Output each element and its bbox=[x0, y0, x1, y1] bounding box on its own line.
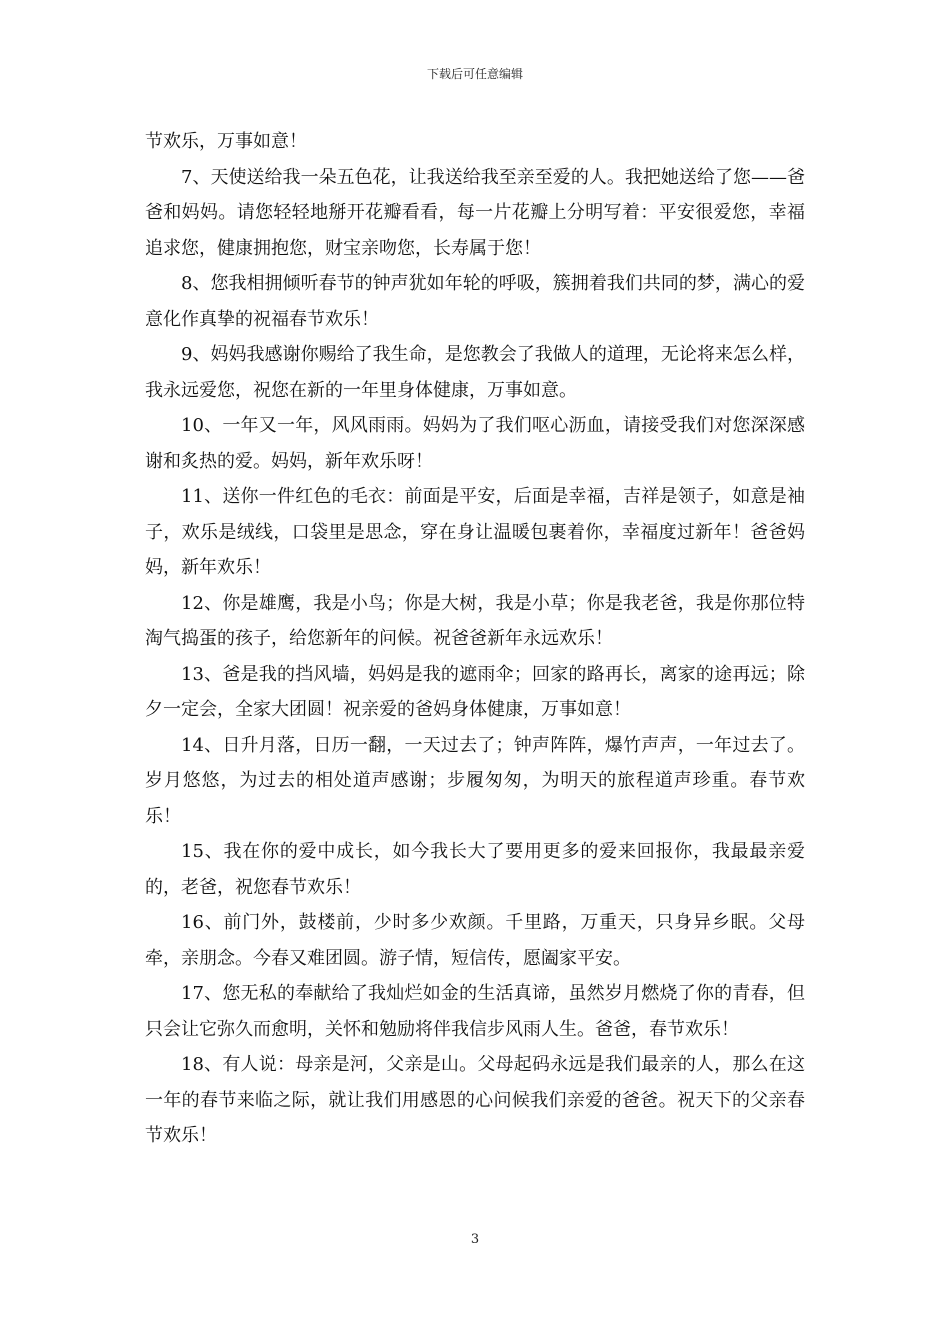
paragraph-item-7: 7、天使送给我一朵五色花，让我送给我至亲至爱的人。我把她送给了您——爸爸和妈妈。请您轻轻地掰开花瓣看看，每一片花瓣上分明写着：平安很爱您，幸福追求您，健康拥抱您，财宝亲吻您，长寿属于您！ bbox=[145, 166, 805, 259]
paragraph-item-15: 15、我在你的爱中成长，如今我长大了要用更多的爱来回报你，我最最亲爱的，老爸，祝您春节欢乐！ bbox=[145, 841, 805, 898]
paragraph-item-17: 17、您无私的奉献给了我灿烂如金的生活真谛，虽然岁月燃烧了你的青春，但只会让它弥久而愈明，关怀和勉励将伴我信步风雨人生。爸爸，春节欢乐！ bbox=[145, 983, 805, 1040]
paragraph-item-12: 12、你是雄鹰，我是小鸟；你是大树，我是小草；你是我老爸，我是你那位特淘气捣蛋的孩子，给您新年的问候。祝爸爸新年永远欢乐！ bbox=[145, 592, 805, 649]
page-number: 3 bbox=[470, 1232, 480, 1247]
paragraph-item-18: 18、有人说：母亲是河，父亲是山。父母起码永远是我们最亲的人，那么在这一年的春节来临之际，就让我们用感恩的心问候我们亲爱的爸爸。祝天下的父亲春节欢乐！ bbox=[145, 1054, 805, 1146]
document-body bbox=[145, 124, 805, 1154]
paragraph-item-10: 10、一年又一年，风风雨雨。妈妈为了我们呕心沥血，请接受我们对您深深感谢和炙热的爱。妈妈，新年欢乐呀！ bbox=[145, 415, 805, 472]
paragraph-item-8: 8、您我相拥倾听春节的钟声犹如年轮的呼吸，簇拥着我们共同的梦，满心的爱意化作真挚的祝福春节欢乐！ bbox=[145, 273, 805, 330]
paragraph-item-13: 13、爸是我的挡风墙，妈妈是我的遮雨伞；回家的路再长，离家的途再远；除夕一定会，全家大团圆！祝亲爱的爸妈身体健康，万事如意！ bbox=[145, 663, 805, 720]
paragraph-item-9: 9、妈妈我感谢你赐给了我生命，是您教会了我做人的道理，无论将来怎么样，我永远爱您，祝您在新的一年里身体健康，万事如意。 bbox=[145, 344, 805, 401]
page-header: 下载后可任意编辑 bbox=[426, 67, 523, 81]
paragraph-item-14: 14、日升月落，日历一翻，一天过去了；钟声阵阵，爆竹声声，一年过去了。岁月悠悠，为过去的相处道声感谢；步履匆匆，为明天的旅程道声珍重。春节欢乐！ bbox=[145, 734, 805, 827]
paragraph-item-16: 16、前门外，鼓楼前，少时多少欢颜。千里路，万重天，只身异乡眠。父母牵，亲朋念。今春又难团圆。游子情，短信传，愿阖家平安。 bbox=[145, 912, 805, 969]
paragraph-item-11: 11、送你一件红色的毛衣：前面是平安，后面是幸福，吉祥是领子，如意是袖子，欢乐是绒线，口袋里是思念，穿在身让温暖包裹着你，幸福度过新年！爸爸妈妈，新年欢乐！ bbox=[145, 486, 805, 578]
paragraph-continuation: 节欢乐，万事如意！ bbox=[145, 131, 307, 152]
